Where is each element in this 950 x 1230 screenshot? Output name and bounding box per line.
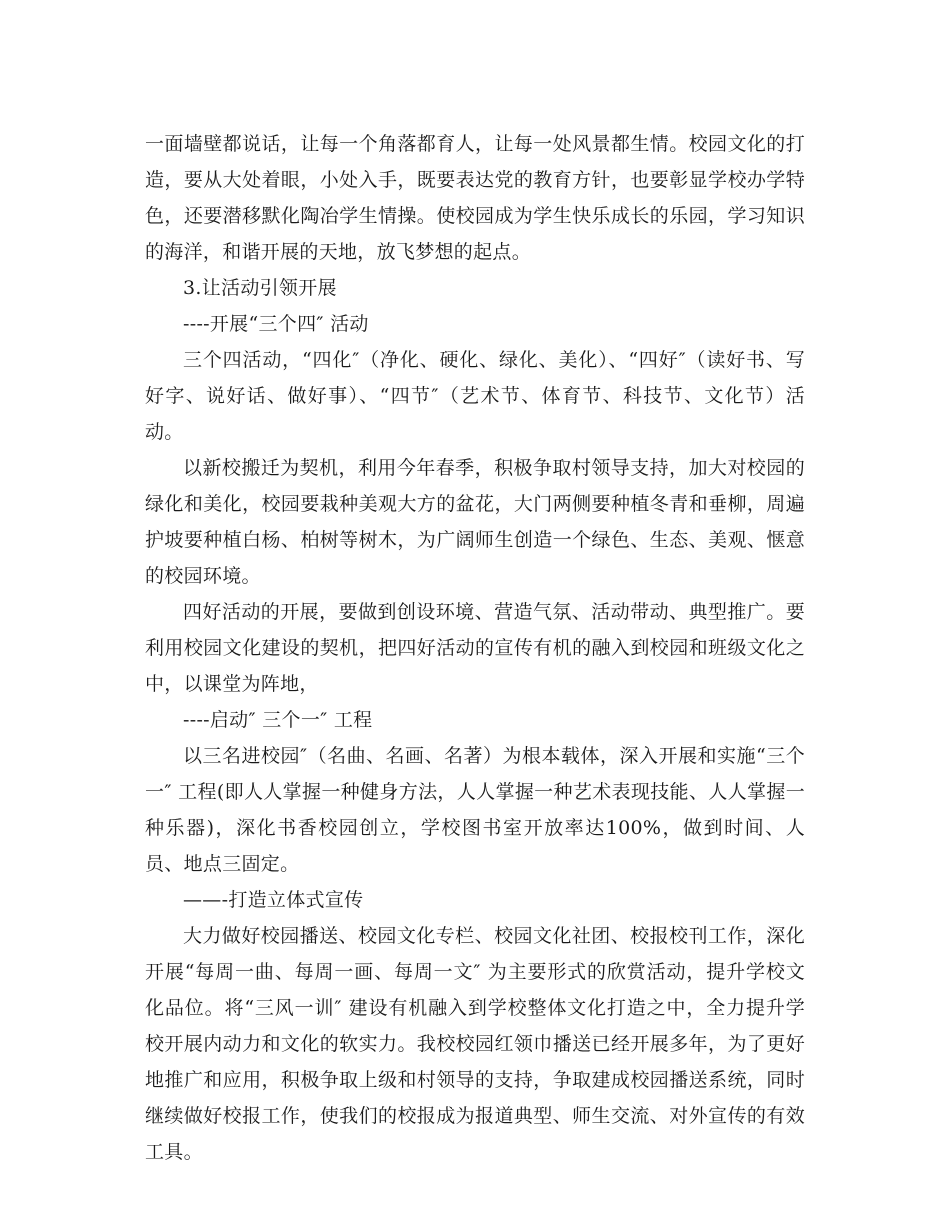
section-heading-activities: 3.让活动引领开展 bbox=[183, 277, 337, 299]
subheading-publicity: ——-打造立体式宣传 bbox=[183, 889, 364, 911]
document-page bbox=[145, 126, 805, 1170]
paragraph-three-ones: 以三名进校园″（名曲、名画、名著）为根本载体，深入开展和实施“三个一″ 工程(即人人掌握一种健身方法，人人掌握一种艺术表现技能、人人掌握一种乐器)，深化书香校园创立，学校图书室开放率达100%，做到时间、人员、地点三固定。 bbox=[145, 745, 805, 875]
subheading-three-ones: ----启动″ 三个一″ 工程 bbox=[183, 709, 373, 731]
paragraph-three-fours: 三个四活动，“四化″（净化、硬化、绿化、美化）、“四好″（读好书、写好字、说好话、做好事）、“四节″（艺术节、体育节、科技节、文化节）活动。 bbox=[145, 349, 805, 443]
paragraph-four-goods: 四好活动的开展，要做到创设环境、营造气氛、活动带动、典型推广。要利用校园文化建设的契机，把四好活动的宣传有机的融入到校园和班级文化之中，以课堂为阵地， bbox=[145, 601, 805, 695]
subheading-three-fours: ----开展“三个四″ 活动 bbox=[183, 313, 369, 335]
paragraph-campus-culture: 一面墙壁都说话，让每一个角落都育人，让每一处风景都生情。校园文化的打造，要从大处着眼，小处入手，既要表达党的教育方针，也要彰显学校办学特色，还要潜移默化陶冶学生情操。使校园成为学生快乐成长的乐园，学习知识的海洋，和谐开展的天地，放飞梦想的起点。 bbox=[145, 133, 805, 263]
paragraph-publicity: 大力做好校园播送、校园文化专栏、校园文化社团、校报校刊工作，深化开展“每周一曲、每周一画、每周一文″ 为主要形式的欣赏活动，提升学校文化品位。将“三风一训″ 建设有机融入到学校整体文化打造之中，全力提升学校开展内动力和文化的软实力。我校校园红领巾播送已经开展多年，为了更好地推广和应用，积极争取上级和村领导的支持，争取建成校园播送系统，同时继续做好校报工作，使我们的校报成为报道典型、师生交流、对外宣传的有效工具。 bbox=[145, 925, 805, 1163]
paragraph-greening: 以新校搬迁为契机，利用今年春季，积极争取村领导支持，加大对校园的绿化和美化，校园要栽种美观大方的盆花，大门两侧要种植冬青和垂柳，周遍护坡要种植白杨、柏树等树木，为广阔师生创造一个绿色、生态、美观、惬意的校园环境。 bbox=[145, 457, 805, 587]
